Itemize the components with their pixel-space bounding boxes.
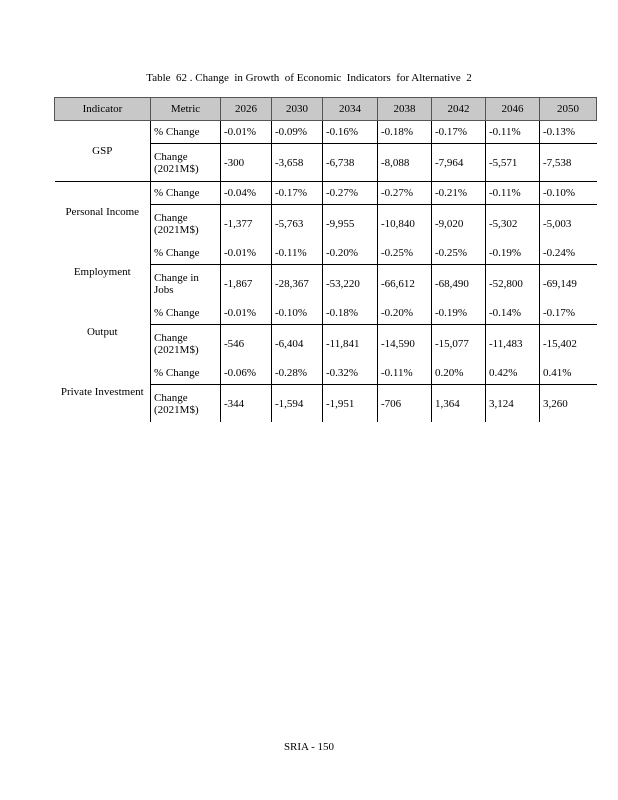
value-cell: -0.11%: [272, 242, 323, 265]
value-cell: -68,490: [432, 265, 486, 303]
value-cell: -0.17%: [272, 182, 323, 205]
indicator-cell: Private Investment: [60, 386, 144, 398]
value-cell: 0.42%: [486, 362, 540, 385]
value-cell: -5,003: [540, 205, 597, 243]
column-header: 2046: [486, 98, 540, 121]
header-row: [55, 98, 597, 121]
column-header: 2034: [323, 98, 378, 121]
page-number: SRIA - 150: [283, 741, 335, 753]
economic-indicators-table: [54, 97, 597, 422]
value-cell: -9,955: [323, 205, 378, 243]
column-header: Indicator: [55, 98, 151, 121]
metric-cell: % Change: [151, 362, 221, 385]
value-cell: -1,951: [323, 385, 378, 423]
value-cell: -0.01%: [221, 302, 272, 325]
value-cell: -8,088: [378, 144, 432, 182]
value-cell: -53,220: [323, 265, 378, 303]
value-cell: -0.09%: [272, 121, 323, 144]
value-cell: -15,077: [432, 325, 486, 363]
metric-cell: Change in Jobs: [151, 265, 221, 303]
value-cell: -1,594: [272, 385, 323, 423]
value-cell: -0.16%: [323, 121, 378, 144]
value-cell: -0.20%: [378, 302, 432, 325]
value-cell: -0.11%: [486, 121, 540, 144]
value-cell: -300: [221, 144, 272, 182]
value-cell: -0.01%: [221, 121, 272, 144]
value-cell: -14,590: [378, 325, 432, 363]
value-cell: -0.14%: [486, 302, 540, 325]
value-cell: 1,364: [432, 385, 486, 423]
value-cell: -15,402: [540, 325, 597, 363]
value-cell: -0.20%: [323, 242, 378, 265]
value-cell: -11,483: [486, 325, 540, 363]
value-cell: -0.18%: [378, 121, 432, 144]
value-cell: -69,149: [540, 265, 597, 303]
column-header: 2030: [272, 98, 323, 121]
value-cell: -0.17%: [432, 121, 486, 144]
value-cell: -706: [378, 385, 432, 423]
table-row: [55, 302, 597, 325]
metric-cell: Change (2021M$): [151, 144, 221, 182]
value-cell: -9,020: [432, 205, 486, 243]
value-cell: -0.01%: [221, 242, 272, 265]
table-caption: Table 62 . Change in Growth of Economic Indicators for Alternative 2: [146, 72, 472, 84]
column-header: 2026: [221, 98, 272, 121]
indicator-cell: GSP: [92, 145, 113, 157]
value-cell: -66,612: [378, 265, 432, 303]
indicator-cell: Output: [86, 326, 118, 338]
metric-cell: Change (2021M$): [151, 325, 221, 363]
value-cell: -344: [221, 385, 272, 423]
value-cell: -0.13%: [540, 121, 597, 144]
value-cell: -0.25%: [432, 242, 486, 265]
value-cell: -0.04%: [221, 182, 272, 205]
metric-cell: Change (2021M$): [151, 205, 221, 243]
value-cell: -0.11%: [486, 182, 540, 205]
value-cell: -0.21%: [432, 182, 486, 205]
indicator-cell: Employment: [73, 266, 131, 278]
table-row: [55, 121, 597, 144]
value-cell: -0.19%: [432, 302, 486, 325]
metric-cell: Change (2021M$): [151, 385, 221, 423]
value-cell: -28,367: [272, 265, 323, 303]
value-cell: -0.27%: [323, 182, 378, 205]
indicator-cell: Personal Income: [55, 182, 151, 243]
value-cell: -0.19%: [486, 242, 540, 265]
metric-cell: % Change: [151, 242, 221, 265]
value-cell: 0.41%: [540, 362, 597, 385]
value-cell: -6,404: [272, 325, 323, 363]
value-cell: 3,124: [486, 385, 540, 423]
value-cell: 3,260: [540, 385, 597, 423]
value-cell: -0.18%: [323, 302, 378, 325]
value-cell: -7,538: [540, 144, 597, 182]
column-header: 2050: [540, 98, 597, 121]
value-cell: -10,840: [378, 205, 432, 243]
table-row: [55, 182, 597, 205]
column-header: 2038: [378, 98, 432, 121]
metric-cell: % Change: [151, 121, 221, 144]
value-cell: -0.10%: [272, 302, 323, 325]
value-cell: -1,867: [221, 265, 272, 303]
value-cell: -52,800: [486, 265, 540, 303]
value-cell: -11,841: [323, 325, 378, 363]
value-cell: -0.25%: [378, 242, 432, 265]
table-body: [55, 121, 597, 423]
value-cell: -0.11%: [378, 362, 432, 385]
value-cell: -6,738: [323, 144, 378, 182]
value-cell: -5,302: [486, 205, 540, 243]
column-header: 2042: [432, 98, 486, 121]
table-row: [55, 362, 597, 385]
value-cell: -0.24%: [540, 242, 597, 265]
table-row: [55, 242, 597, 265]
metric-cell: % Change: [151, 302, 221, 325]
value-cell: -7,964: [432, 144, 486, 182]
value-cell: 0.20%: [432, 362, 486, 385]
value-cell: -0.27%: [378, 182, 432, 205]
value-cell: -3,658: [272, 144, 323, 182]
value-cell: -546: [221, 325, 272, 363]
value-cell: -0.10%: [540, 182, 597, 205]
column-header: Metric: [151, 98, 221, 121]
value-cell: -0.17%: [540, 302, 597, 325]
value-cell: -1,377: [221, 205, 272, 243]
value-cell: -0.28%: [272, 362, 323, 385]
value-cell: -0.32%: [323, 362, 378, 385]
value-cell: -5,571: [486, 144, 540, 182]
value-cell: -0.06%: [221, 362, 272, 385]
metric-cell: % Change: [151, 182, 221, 205]
value-cell: -5,763: [272, 205, 323, 243]
